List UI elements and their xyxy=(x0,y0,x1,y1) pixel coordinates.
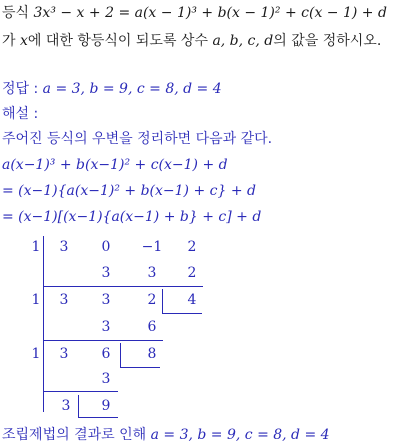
division-cell-r5-c2: 3 xyxy=(101,371,111,387)
division-cell-r0-c4: 2 xyxy=(187,239,197,255)
answer-value: a = 3, b = 9, c = 8, d = 4 xyxy=(42,81,222,97)
answer-label: 정답 : xyxy=(2,81,39,97)
division-cell-r3-c2: 3 xyxy=(101,319,111,335)
division-cell-r0-c2: 0 xyxy=(101,239,111,255)
problem-equation: 3x³ − x + 2 = a(x − 1)³ + b(x − 1)² + c(x − 1) + d xyxy=(33,5,387,21)
problem-mid: 에 대한 항등식이 되도록 상수 xyxy=(27,33,208,49)
division-cell-r2-c4: 4 xyxy=(187,292,197,308)
explanation-step-3: = (x−1)[(x−1){a(x−1) + b} + c] + d xyxy=(2,209,262,225)
division-cell-r6-c1: 3 xyxy=(61,398,71,414)
division-cell-r1-c2: 3 xyxy=(101,265,111,281)
division-cell-r0-c3: −1 xyxy=(141,239,163,255)
division-vertical-bar xyxy=(43,236,44,412)
conclusion-line xyxy=(2,426,330,444)
remainder-box-4-left xyxy=(162,289,163,313)
conclusion-value: a = 3, b = 9, c = 8, d = 4 xyxy=(150,427,330,443)
division-cell-r4-c0: 1 xyxy=(31,346,41,362)
remainder-box-4-bottom xyxy=(162,313,202,314)
problem-suffix: 의 값을 정하시오. xyxy=(273,33,382,49)
explanation-step-2: = (x−1){a(x−1)² + b(x−1) + c} + d xyxy=(2,183,256,199)
explanation-step-1: a(x−1)³ + b(x−1)² + c(x−1) + d xyxy=(2,157,228,173)
division-rule-1 xyxy=(43,286,203,287)
division-rule-3 xyxy=(43,391,118,392)
division-cell-r6-c2: 9 xyxy=(101,398,111,414)
division-cell-r2-c1: 3 xyxy=(59,292,69,308)
problem-variable: x xyxy=(19,33,28,49)
remainder-box-9-bottom xyxy=(78,417,118,418)
problem-label: 등식 xyxy=(2,5,30,21)
division-rule-2 xyxy=(43,340,163,341)
remainder-box-9-left xyxy=(78,395,79,417)
division-cell-r4-c1: 3 xyxy=(59,346,69,362)
remainder-box-8-bottom xyxy=(120,367,160,368)
division-cell-r2-c0: 1 xyxy=(31,292,41,308)
division-cell-r0-c0: 1 xyxy=(31,239,41,255)
problem-constants: a, b, c, d xyxy=(212,33,274,49)
conclusion-prefix: 조립제법의 결과로 인해 xyxy=(2,427,147,443)
remainder-box-8-left xyxy=(120,343,121,367)
explanation-intro: 주어진 등식의 우변을 정리하면 다음과 같다. xyxy=(2,131,273,147)
division-cell-r0-c1: 3 xyxy=(59,239,69,255)
division-cell-r2-c3: 2 xyxy=(147,292,157,308)
division-cell-r1-c3: 3 xyxy=(147,265,157,281)
problem-prefix: 가 xyxy=(2,33,16,49)
explanation-label: 해설 : xyxy=(2,106,39,122)
division-cell-r4-c2: 6 xyxy=(101,346,111,362)
division-cell-r4-c3: 8 xyxy=(147,346,157,362)
division-cell-r1-c4: 2 xyxy=(187,265,197,281)
division-cell-r3-c3: 6 xyxy=(147,319,157,335)
problem-line-2 xyxy=(2,32,381,50)
answer-line xyxy=(2,80,222,98)
problem-line-1 xyxy=(2,4,387,22)
division-cell-r2-c2: 3 xyxy=(101,292,111,308)
